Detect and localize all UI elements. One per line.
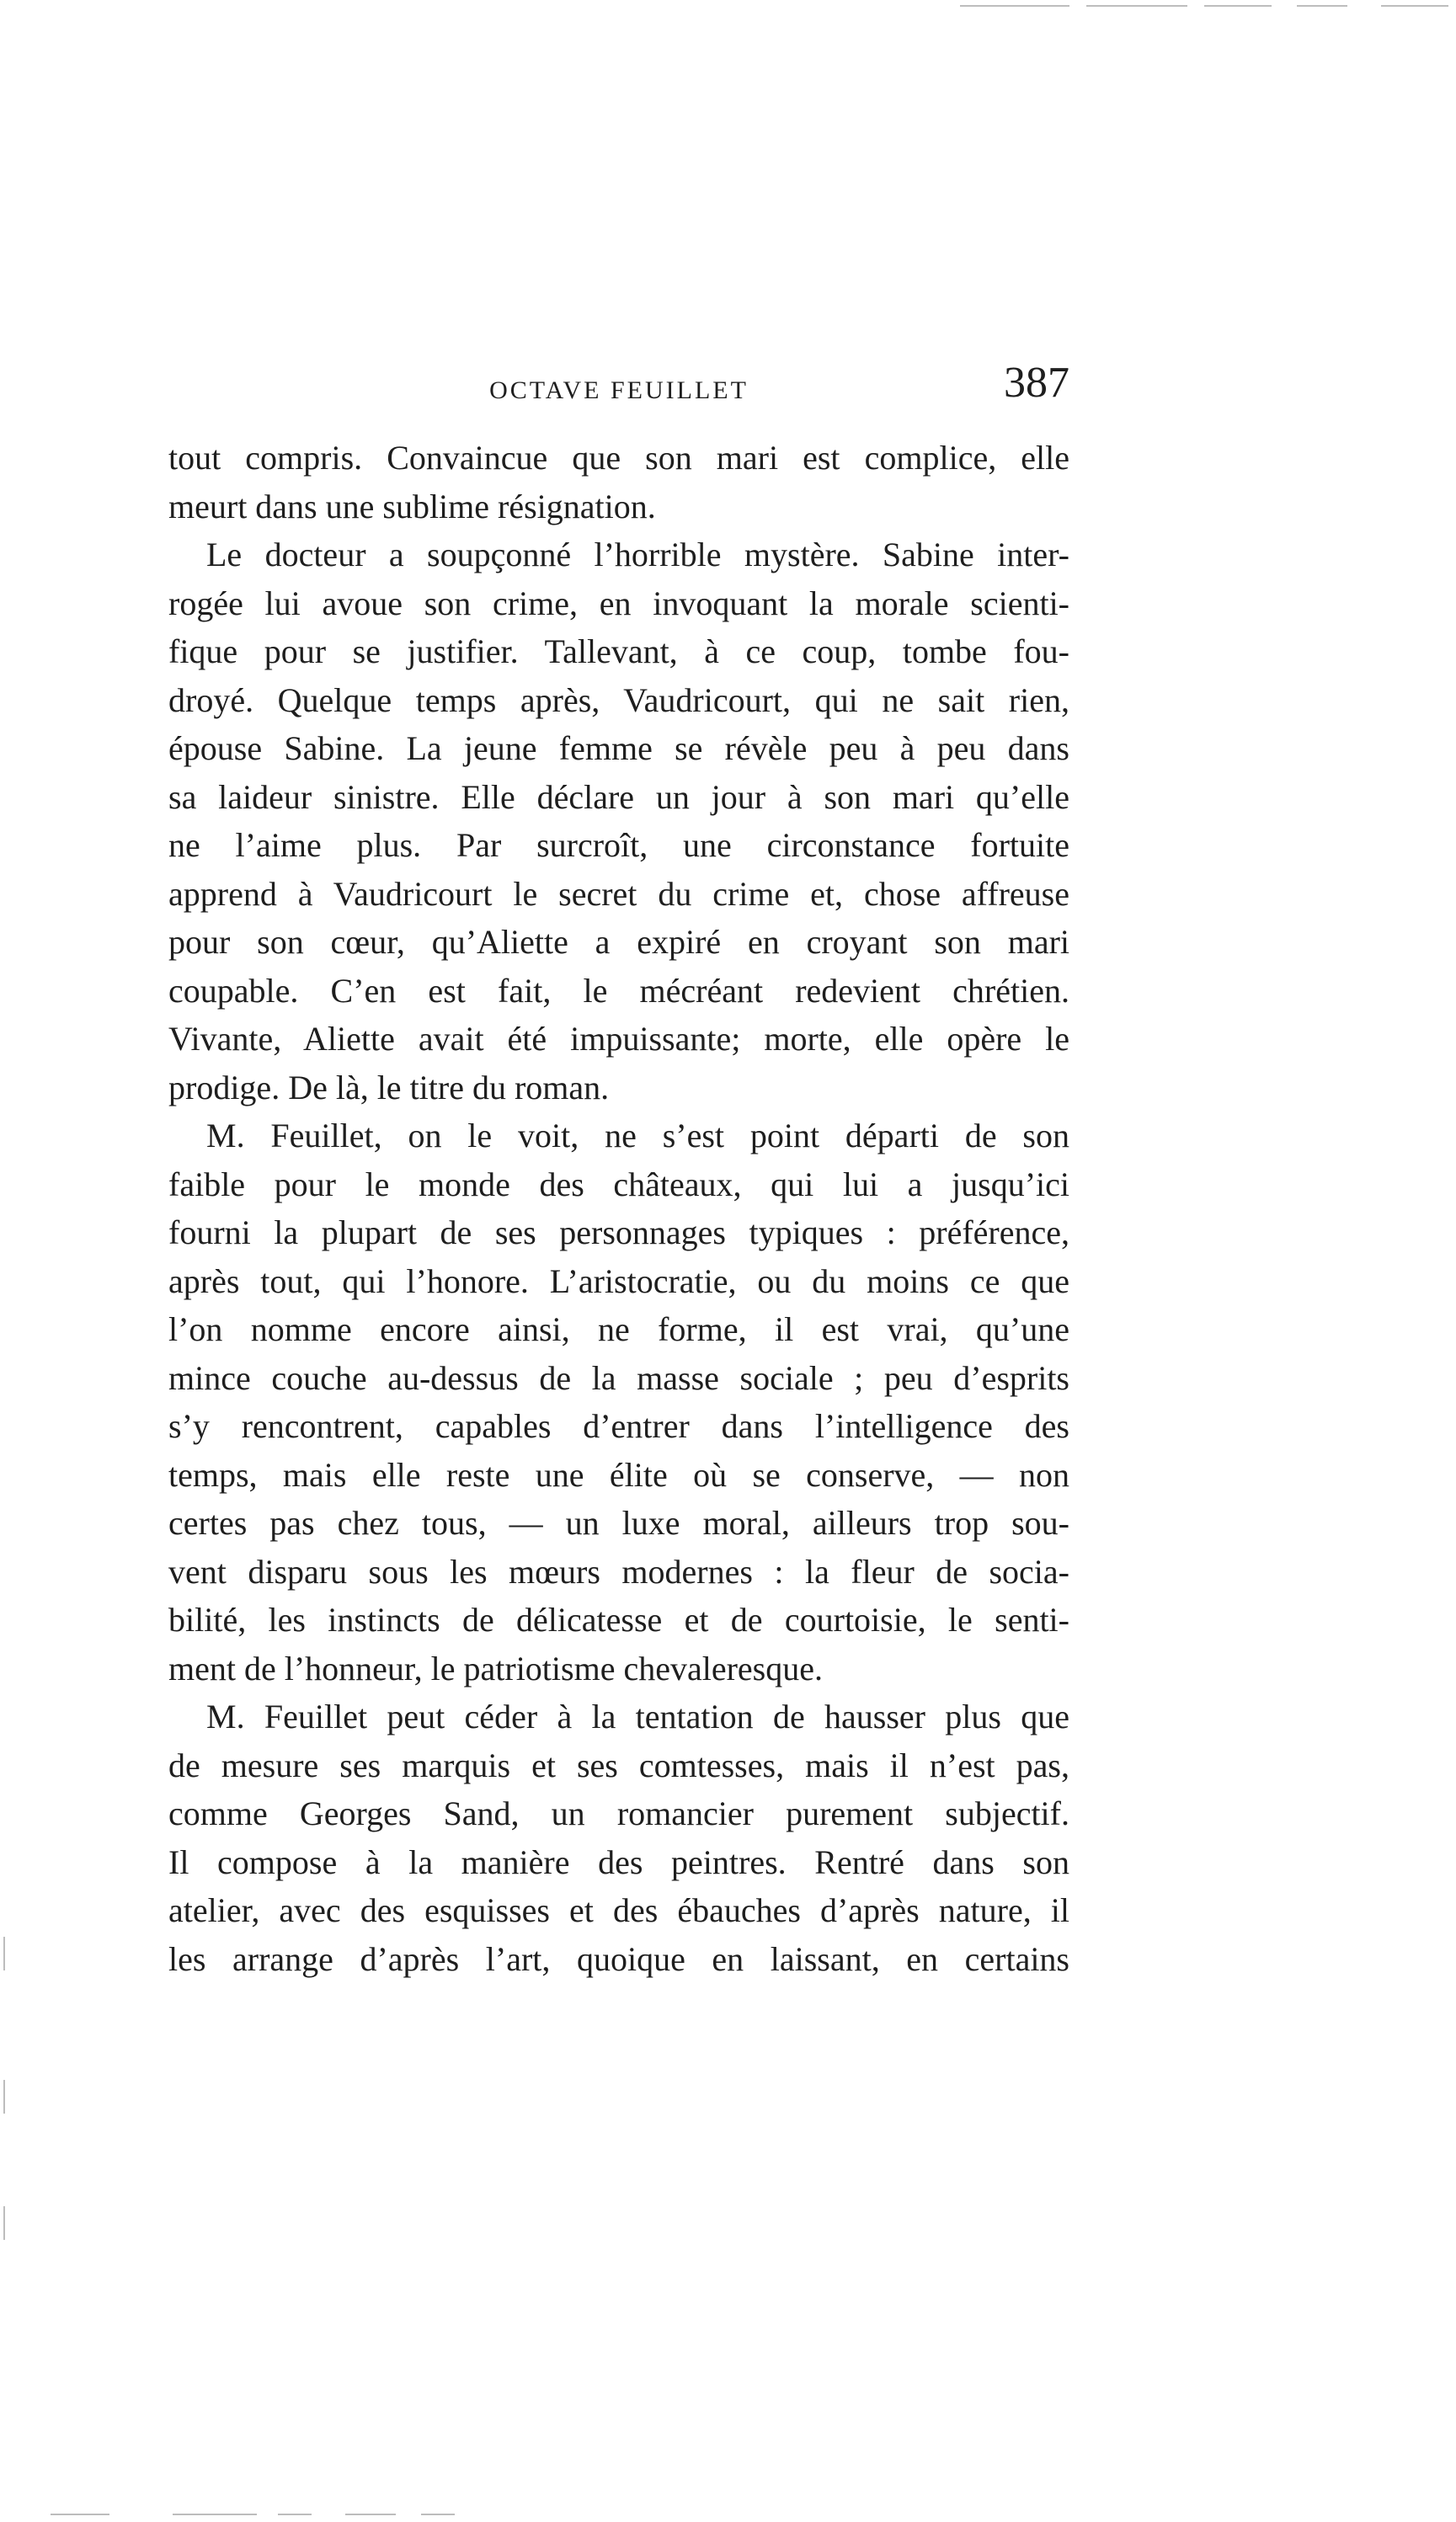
text-line: prodige. De là, le titre du roman. [168, 1068, 610, 1106]
text-line: certes pas chez tous, — un luxe moral, ailleurs trop sou- [168, 1504, 1069, 1542]
text-line: coupable. C’en est fait, le mécréant redevient chrétien. [168, 971, 1069, 1010]
text-line: Vivante, Aliette avait été impuissante; morte, elle opère le [168, 1020, 1069, 1058]
text-line: l’on nomme encore ainsi, ne forme, il est vrai, qu’une [168, 1310, 1069, 1348]
text-line: apprend à Vaudricourt le secret du crime et, chose affreuse [168, 874, 1069, 913]
scan-artifact-bottom-5 [421, 2514, 455, 2515]
scan-artifact-left-2 [3, 2080, 5, 2114]
text-line: tout compris. Convaincue que son mari est complice, elle [168, 439, 1069, 477]
scan-artifact-bottom-4 [345, 2514, 396, 2515]
text-line: Il compose à la manière des peintres. Rentré dans son [168, 1842, 1069, 1881]
text-line: les arrange d’après l’art, quoique en laissant, en certains [168, 1939, 1069, 1978]
scan-artifact-top-5 [1381, 5, 1448, 7]
text-line: vent disparu sous les mœurs modernes : la fleur de socia- [168, 1552, 1069, 1591]
scan-artifact-bottom-1 [51, 2514, 109, 2515]
scan-artifact-left-1 [3, 1937, 5, 1970]
text-line: Le docteur a soupçonné l’horrible mystère. Sabine inter- [206, 536, 1069, 573]
text-line: meurt dans une sublime résignation. [168, 487, 656, 525]
text-line: droyé. Quelque temps après, Vaudricourt, qui ne sait rien, [168, 680, 1069, 719]
text-line: faible pour le monde des châteaux, qui lui a jusqu’ici [168, 1165, 1069, 1203]
running-head [168, 358, 1069, 434]
text-line: bilité, les instincts de délicatesse et de courtoisie, le senti- [168, 1601, 1069, 1639]
scan-artifact-top-2 [1086, 5, 1187, 7]
scan-artifact-bottom-2 [173, 2514, 257, 2515]
body-text [168, 434, 1069, 1983]
text-line: ne l’aime plus. Par surcroît, une circonstance fortuite [168, 826, 1069, 864]
text-line: pour son cœur, qu’Aliette a expiré en croyant son mari [168, 923, 1069, 961]
text-line: fique pour se justifier. Tallevant, à ce coup, tombe fou- [168, 632, 1069, 670]
text-line: après tout, qui l’honore. L’aristocratie, ou du moins ce que [168, 1261, 1069, 1300]
text-line: M. Feuillet, on le voit, ne s’est point départi de son [206, 1117, 1069, 1154]
scan-artifact-top-4 [1297, 5, 1347, 7]
text-line: comme Georges Sand, un romancier purement subjectif. [168, 1794, 1069, 1832]
scan-artifact-top-3 [1204, 5, 1272, 7]
running-title: OCTAVE FEUILLET [489, 376, 749, 404]
page-number: 387 [1004, 359, 1069, 407]
text-line: atelier, avec des esquisses et des ébauches d’après nature, il [168, 1891, 1069, 1929]
text-line: ment de l’honneur, le patriotisme chevaleresque. [168, 1649, 823, 1688]
text-line: de mesure ses marquis et ses comtesses, mais il n’est pas, [168, 1746, 1069, 1784]
scan-artifact-top-1 [960, 5, 1069, 7]
text-line: mince couche au-dessus de la masse sociale ; peu d’esprits [168, 1358, 1069, 1397]
text-line: rogée lui avoue son crime, en invoquant la morale scienti- [168, 584, 1069, 622]
text-line: fourni la plupart de ses personnages typiques : préférence, [168, 1213, 1069, 1251]
text-line: M. Feuillet peut céder à la tentation de hausser plus que [206, 1698, 1069, 1736]
scan-artifact-left-3 [3, 2206, 5, 2240]
text-line: sa laideur sinistre. Elle déclare un jour à son mari qu’elle [168, 777, 1069, 816]
text-line: épouse Sabine. La jeune femme se révèle peu à peu dans [168, 729, 1069, 767]
text-line: temps, mais elle reste une élite où se conserve, — non [168, 1455, 1069, 1494]
text-line: s’y rencontrent, capables d’entrer dans l’intelligence des [168, 1407, 1069, 1445]
scan-artifact-bottom-3 [278, 2514, 312, 2515]
